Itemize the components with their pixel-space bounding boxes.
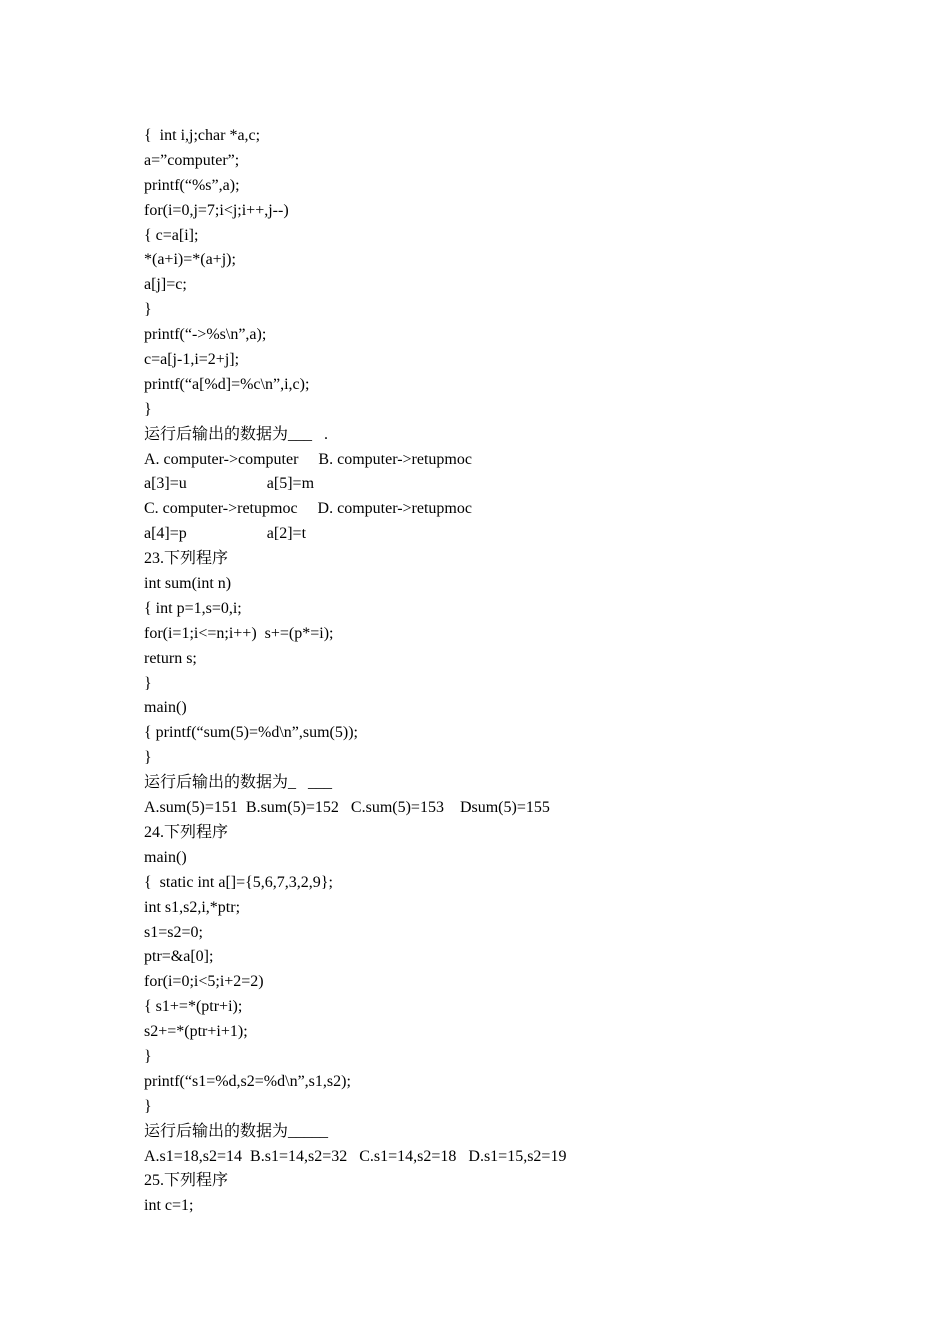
code-line: s1=s2=0; [144, 923, 203, 941]
code-line: printf(“a[%d]=%c\n”,i,c); [144, 375, 310, 393]
code-line: c=a[j-1,i=2+j]; [144, 351, 240, 369]
answer-options: A.s1=18,s2=14 B.s1=14,s2=32 C.s1=14,s2=18 D.s1=15,s2=19 [144, 1147, 567, 1165]
question-prompt: 运行后输出的数据为___ . [144, 425, 329, 443]
document-page [144, 124, 566, 1219]
code-line: return s; [144, 649, 197, 667]
code-line: int sum(int n) [144, 575, 232, 593]
code-line: ptr=&a[0]; [144, 948, 214, 966]
code-line: main() [144, 848, 187, 866]
code-line: { int i,j;char *a,c; [144, 127, 261, 144]
question-heading: 24.下列程序 [144, 823, 229, 841]
code-line: for(i=1;i<=n;i++) s+=(p*=i); [144, 624, 334, 642]
answer-options: C. computer->retupmoc D. computer->retupmoc [144, 500, 472, 518]
answer-options: a[4]=p a[2]=t [144, 525, 307, 543]
code-line: { printf(“sum(5)=%d\n”,sum(5)); [144, 724, 358, 742]
code-line: main() [144, 699, 187, 717]
code-line: a=”computer”; [144, 151, 240, 169]
code-line: printf(“s1=%d,s2=%d\n”,s1,s2); [144, 1072, 351, 1090]
code-line: { static int a[]={5,6,7,3,2,9}; [144, 873, 333, 891]
answer-options: a[3]=u a[5]=m [144, 475, 315, 493]
code-line: { c=a[i]; [144, 226, 199, 244]
code-line: { int p=1,s=0,i; [144, 599, 242, 617]
code-line: } [144, 301, 152, 319]
code-line: for(i=0;i<5;i+2=2) [144, 973, 264, 991]
code-line: } [144, 674, 152, 692]
code-line: } [144, 400, 152, 418]
code-line: *(a+i)=*(a+j); [144, 251, 236, 269]
code-line: } [144, 749, 152, 767]
answer-options: A. computer->computer B. computer->retupmoc [144, 450, 472, 468]
code-line: printf(“->%s\n”,a); [144, 326, 267, 344]
question-heading: 23.下列程序 [144, 550, 229, 568]
answer-options: A.sum(5)=151 B.sum(5)=152 C.sum(5)=153 Dsum(5)=155 [144, 799, 550, 817]
code-line: for(i=0,j=7;i<j;i++,j--) [144, 201, 289, 219]
code-line: } [144, 1047, 152, 1065]
question-prompt: 运行后输出的数据为_ ___ [144, 774, 333, 792]
code-line: a[j]=c; [144, 276, 187, 294]
question-prompt: 运行后输出的数据为_____ [144, 1122, 329, 1140]
code-line: s2+=*(ptr+i+1); [144, 1023, 248, 1041]
code-line: { s1+=*(ptr+i); [144, 998, 243, 1016]
code-line: printf(“%s”,a); [144, 176, 240, 194]
code-line: } [144, 1097, 152, 1115]
question-heading: 25.下列程序 [144, 1172, 229, 1190]
code-line: int c=1; [144, 1197, 194, 1215]
code-line: int s1,s2,i,*ptr; [144, 898, 241, 916]
